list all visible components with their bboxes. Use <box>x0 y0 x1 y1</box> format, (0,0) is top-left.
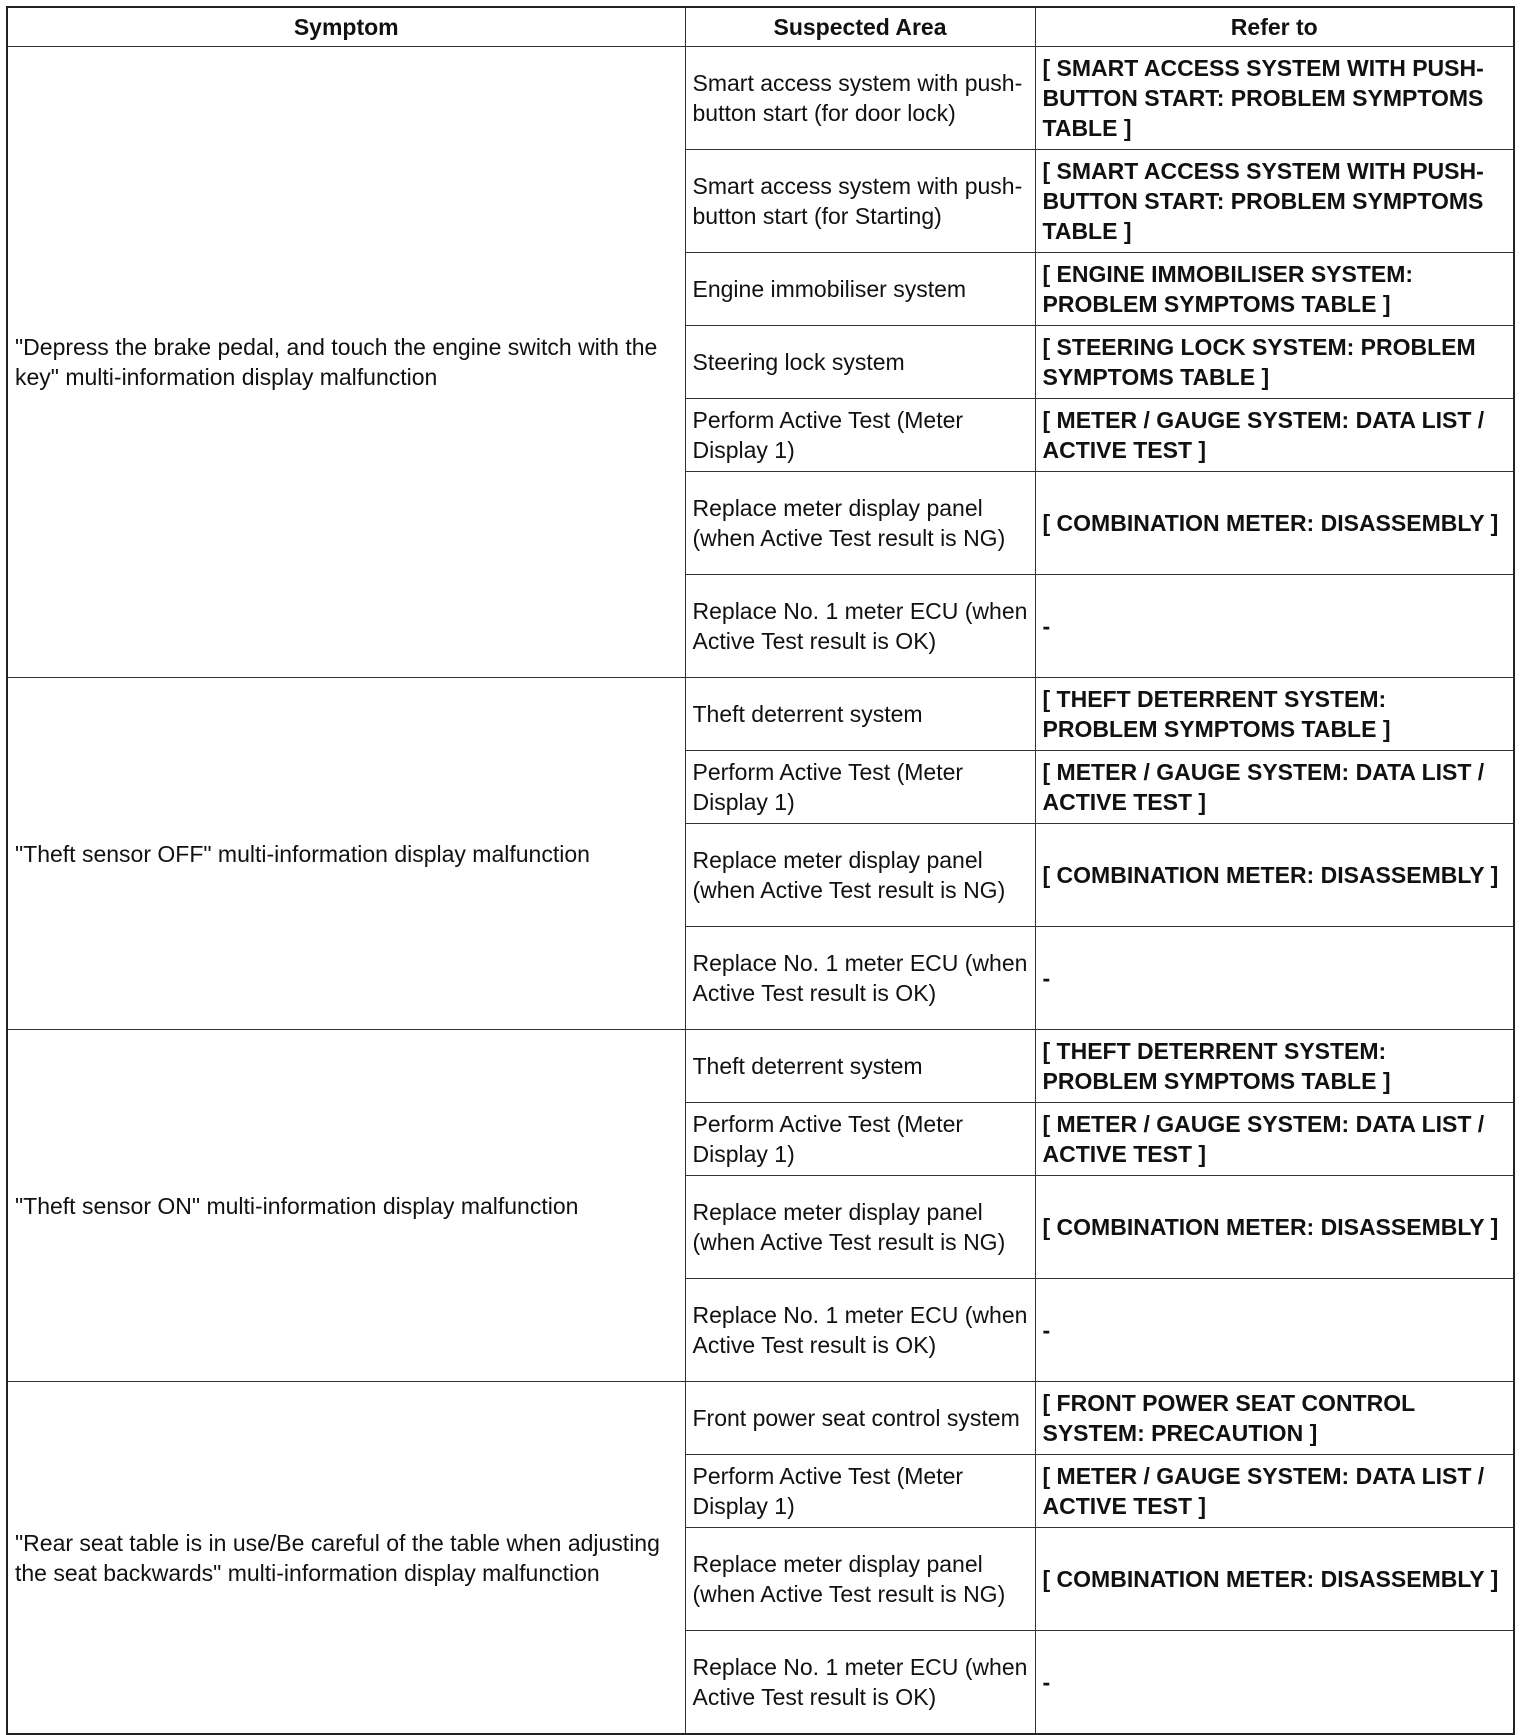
suspected-area-cell: Smart access system with push-button start (for Starting) <box>685 150 1035 253</box>
suspected-area-cell: Replace No. 1 meter ECU (when Active Test result is OK) <box>685 927 1035 1030</box>
symptom-cell: "Rear seat table is in use/Be careful of the table when adjusting the seat backwards" multi-information display malfunction <box>7 1382 685 1735</box>
refer-to-cell: - <box>1035 1631 1514 1735</box>
refer-to-cell: - <box>1035 575 1514 678</box>
suspected-area-cell: Theft deterrent system <box>685 678 1035 751</box>
suspected-area-cell: Replace meter display panel (when Active Test result is NG) <box>685 1528 1035 1631</box>
header-row <box>7 7 1514 47</box>
refer-to-cell: - <box>1035 927 1514 1030</box>
symptom-cell: "Theft sensor OFF" multi-information display malfunction <box>7 678 685 1030</box>
suspected-area-cell: Theft deterrent system <box>685 1030 1035 1103</box>
refer-to-cell: [ COMBINATION METER: DISASSEMBLY ] <box>1035 1176 1514 1279</box>
suspected-area-cell: Perform Active Test (Meter Display 1) <box>685 751 1035 824</box>
suspected-area-cell: Replace No. 1 meter ECU (when Active Test result is OK) <box>685 1279 1035 1382</box>
suspected-area-cell: Perform Active Test (Meter Display 1) <box>685 1103 1035 1176</box>
symptom-cell: "Theft sensor ON" multi-information display malfunction <box>7 1030 685 1382</box>
symptom-cell: "Depress the brake pedal, and touch the engine switch with the key" multi-information display malfunction <box>7 47 685 678</box>
refer-to-cell: [ METER / GAUGE SYSTEM: DATA LIST / ACTIVE TEST ] <box>1035 1103 1514 1176</box>
suspected-area-cell: Perform Active Test (Meter Display 1) <box>685 399 1035 472</box>
suspected-area-cell: Replace No. 1 meter ECU (when Active Test result is OK) <box>685 575 1035 678</box>
suspected-area-cell: Perform Active Test (Meter Display 1) <box>685 1455 1035 1528</box>
refer-to-cell: [ STEERING LOCK SYSTEM: PROBLEM SYMPTOMS TABLE ] <box>1035 326 1514 399</box>
suspected-area-cell: Replace meter display panel (when Active Test result is NG) <box>685 1176 1035 1279</box>
suspected-area-cell: Replace No. 1 meter ECU (when Active Test result is OK) <box>685 1631 1035 1735</box>
table-row <box>7 678 1514 751</box>
suspected-area-cell: Front power seat control system <box>685 1382 1035 1455</box>
suspected-area-cell: Replace meter display panel (when Active Test result is NG) <box>685 472 1035 575</box>
refer-to-cell: [ ENGINE IMMOBILISER SYSTEM: PROBLEM SYMPTOMS TABLE ] <box>1035 253 1514 326</box>
table-row <box>7 1382 1514 1455</box>
refer-to-cell: [ SMART ACCESS SYSTEM WITH PUSH-BUTTON START: PROBLEM SYMPTOMS TABLE ] <box>1035 47 1514 150</box>
refer-to-cell: [ THEFT DETERRENT SYSTEM: PROBLEM SYMPTOMS TABLE ] <box>1035 678 1514 751</box>
suspected-area-cell: Steering lock system <box>685 326 1035 399</box>
refer-to-cell: [ FRONT POWER SEAT CONTROL SYSTEM: PRECAUTION ] <box>1035 1382 1514 1455</box>
suspected-area-cell: Engine immobiliser system <box>685 253 1035 326</box>
refer-to-cell: [ SMART ACCESS SYSTEM WITH PUSH-BUTTON START: PROBLEM SYMPTOMS TABLE ] <box>1035 150 1514 253</box>
suspected-area-cell: Replace meter display panel (when Active Test result is NG) <box>685 824 1035 927</box>
table-row <box>7 47 1514 150</box>
suspected-area-cell: Smart access system with push-button start (for door lock) <box>685 47 1035 150</box>
refer-to-cell: [ COMBINATION METER: DISASSEMBLY ] <box>1035 472 1514 575</box>
refer-to-cell: - <box>1035 1279 1514 1382</box>
refer-to-cell: [ COMBINATION METER: DISASSEMBLY ] <box>1035 824 1514 927</box>
problem-symptoms-table <box>6 6 1515 1735</box>
header-suspected-area: Suspected Area <box>685 7 1035 47</box>
table-row <box>7 1030 1514 1103</box>
refer-to-cell: [ COMBINATION METER: DISASSEMBLY ] <box>1035 1528 1514 1631</box>
header-refer-to: Refer to <box>1035 7 1514 47</box>
refer-to-cell: [ METER / GAUGE SYSTEM: DATA LIST / ACTIVE TEST ] <box>1035 399 1514 472</box>
refer-to-cell: [ METER / GAUGE SYSTEM: DATA LIST / ACTIVE TEST ] <box>1035 751 1514 824</box>
refer-to-cell: [ METER / GAUGE SYSTEM: DATA LIST / ACTIVE TEST ] <box>1035 1455 1514 1528</box>
header-symptom: Symptom <box>7 7 685 47</box>
refer-to-cell: [ THEFT DETERRENT SYSTEM: PROBLEM SYMPTOMS TABLE ] <box>1035 1030 1514 1103</box>
